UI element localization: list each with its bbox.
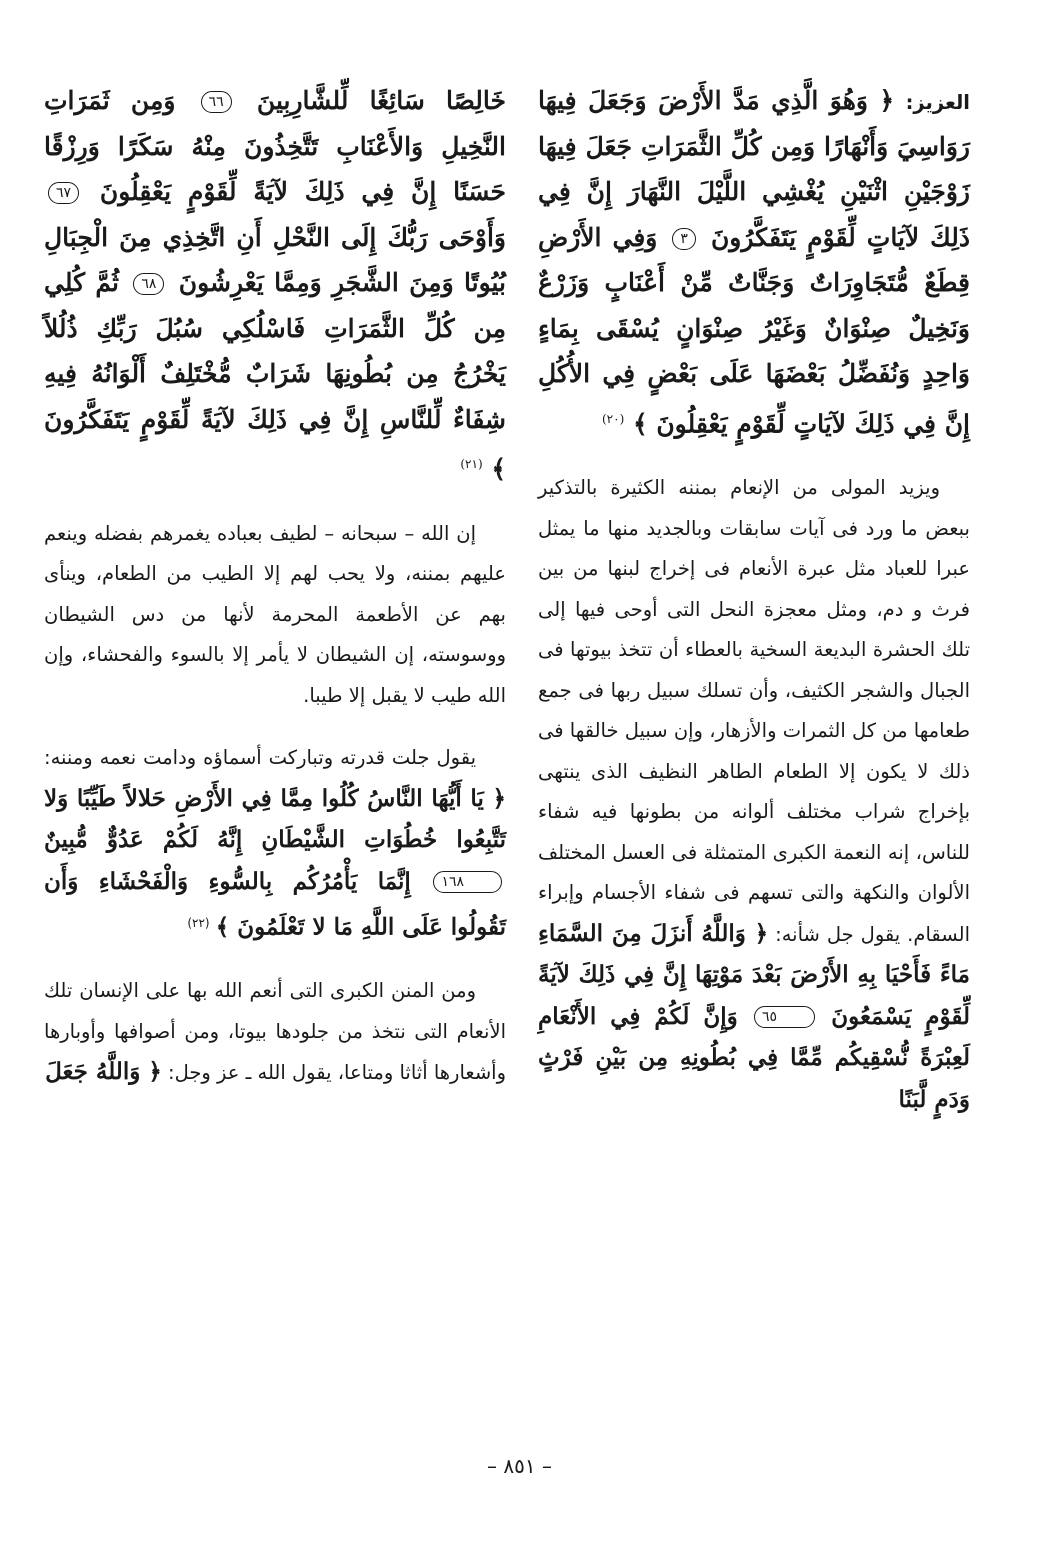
- verse-text: ﴿ وَهُوَ الَّذِي مَدَّ الأَرْضَ وَجَعَلَ فِيهَا رَوَاسِيَ وَأَنْهَارًا وَمِن كُلِّ الثَّمَرَاتِ جَعَلَ فِيهَا زَوْجَيْنِ اثْنَيْنِ يُغْشِي اللَّيْلَ النَّهَارَ إِنَّ فِي ذَلِكَ لآيَاتٍ لِّقَوْمٍ يَتَفَكَّرُونَ: [538, 86, 970, 252]
- commentary-paragraph: إن الله – سبحانه – لطيف بعباده يغمرهم بفضله وينعم عليهم بمننه، ولا يحب لهم إلا الطيب من الطعام، وينأى بهم عن الأطعمة المحرمة لأنها من دس الشيطان ووسوسته، إن الشيطان لا يأمر إلا بالسوء والفحشاء، وإن الله طيب لا يقبل إلا طيبا.: [44, 521, 506, 707]
- page-number: – ٨٥١ –: [487, 1454, 552, 1478]
- verse-text: وَأَوْحَى رَبُّكَ إِلَى النَّحْلِ أَنِ اتَّخِذِي مِنَ الْجِبَالِ بُيُوتًا وَمِنَ الشَّجَرِ وَمِمَّا يَعْرِشُونَ: [44, 222, 506, 297]
- verse-text: وَإِنَّ لَكُمْ فِي الأَنْعَامِ لَعِبْرَةً نُّسْقِيكُم مِّمَّا فِي بُطُونِهِ مِن بَيْنِ فَرْثٍ وَدَمٍ لَّبَنًا: [538, 1002, 970, 1113]
- verse-number-marker: ٦٧: [48, 182, 79, 204]
- verse-number-marker: ٣: [672, 228, 696, 250]
- verse-number-marker: ٦٥: [754, 1006, 815, 1028]
- verse-text: وَفِي الأَرْضِ قِطَعٌ مُّتَجَاوِرَاتٌ وَجَنَّاتٌ مِّنْ أَعْنَابٍ وَزَرْعٌ وَنَخِيلٌ صِنْوَانٌ وَغَيْرُ صِنْوَانٍ يُسْقَى بِمَاءٍ وَاحِدٍ وَنُفَضِّلُ بَعْضَهَا عَلَى بَعْضٍ فِي الأُكُلِ إِنَّ فِي ذَلِكَ لآيَاتٍ لِّقَوْمٍ يَعْقِلُونَ ﴾: [538, 222, 970, 438]
- quran-passage-nahl: [44, 78, 506, 492]
- commentary-paragraph: [538, 468, 970, 1121]
- commentary-paragraph: [44, 971, 506, 1094]
- commentary-paragraph: [44, 738, 506, 949]
- quran-passage-ra-d: [538, 78, 970, 446]
- footnote-ref: (٢١): [460, 457, 483, 471]
- verse-text: ﴿ وَاللَّهُ جَعَلَ: [45, 1058, 162, 1086]
- verse-number-marker: ٦٨: [133, 273, 164, 295]
- verse-text: ثُمَّ كُلِي مِن كُلِّ الثَّمَرَاتِ فَاسْلُكِي سُبُلَ رَبِّكِ ذُلُلاً يَخْرُجُ مِن بُطُونِهَا شَرَابٌ مُّخْتَلِفٌ أَلْوَانُهُ فِيهِ شِفَاءٌ لِّلنَّاسِ إِنَّ فِي ذَلِكَ لآيَةً لِّقَوْمٍ يَتَفَكَّرُونَ ﴾: [44, 268, 506, 484]
- verse-number-marker: ١٦٨: [433, 871, 502, 893]
- commentary-text: ويزيد المولى من الإنعام بمننه الكثيرة بالتذكير ببعض ما ورد فى آيات سابقات وبالجديد منها ما يمثل عبرا للعباد مثل عبرة الأنعام فى إخراج لبنها من بين فرث و دم، ومثل معجزة النحل التى أوحى فيها إلى تلك الحشرة البديعة السخية بالعطاء أن تتخذ بيوتها فى الجبال والشجر الكثيف، وأن تسلك سبيل ربها فى جمع طعامها من كل الثمرات والأزهار، وإن سبيل خالقها فى ذلك لا يكون إلا الطعام الطاهر النظيف الذى ينتهى بإخراج شراب مختلف ألوانه من بطونها فيه شفاء للناس، إنه النعمة الكبرى المتمثلة فى العسل المختلف الألوان والنكهة والتى تسهم فى شفاء الأجسام وإبراء السقام. يقول جل شأنه:: [538, 476, 971, 946]
- right-column: [538, 78, 970, 1121]
- commentary-text: يقول جلت قدرته وتباركت أسماؤه ودامت نعمه ومننه:: [44, 746, 476, 770]
- verse-text: وَمِن ثَمَرَاتِ النَّخِيلِ وَالأَعْنَابِ تَتَّخِذُونَ مِنْهُ سَكَرًا وَرِزْقًا حَسَنًا إِنَّ فِي ذَلِكَ لآيَةً لِّقَوْمٍ يَعْقِلُونَ: [44, 86, 506, 206]
- footnote-ref: (٢٠): [601, 411, 625, 426]
- commentary-text: ومن المنن الكبرى التى أنعم الله بها على الإنسان تلك الأنعام التى نتخذ من جلودها بيوتا، ومن أصوافها وأوبارها وأشعارها أثاثا ومتاعا، يقول الله ـ عز وجل:: [44, 979, 506, 1085]
- footnote-ref: (٢٢): [187, 916, 210, 931]
- verse-text: ﴿ وَاللَّهُ أَنزَلَ مِنَ السَّمَاءِ مَاءً فَأَحْيَا بِهِ الأَرْضَ بَعْدَ مَوْتِهَا إِنَّ فِي ذَلِكَ لآيَةً لِّقَوْمٍ يَسْمَعُونَ: [538, 919, 971, 1030]
- verse-text: إِنَّمَا يَأْمُرُكُم بِالسُّوءِ وَالْفَحْشَاءِ وَأَن تَقُولُوا عَلَى اللَّهِ مَا لا تَعْلَمُونَ ﴾: [44, 867, 506, 941]
- verse-number-marker: ٦٦: [201, 91, 232, 113]
- verse-text: ﴿ يَا أَيُّهَا النَّاسُ كُلُوا مِمَّا فِي الأَرْضِ حَلالاً طَيِّبًا وَلا تَتَّبِعُوا خُطُوَاتِ الشَّيْطَانِ إِنَّهُ لَكُمْ عَدُوٌّ مُّبِينٌ: [44, 784, 506, 854]
- verse-text: خَالِصًا سَائِغًا لِّلشَّارِبِينَ: [256, 86, 506, 115]
- verse-intro: العزيز:: [905, 91, 970, 114]
- left-column: [44, 78, 506, 1094]
